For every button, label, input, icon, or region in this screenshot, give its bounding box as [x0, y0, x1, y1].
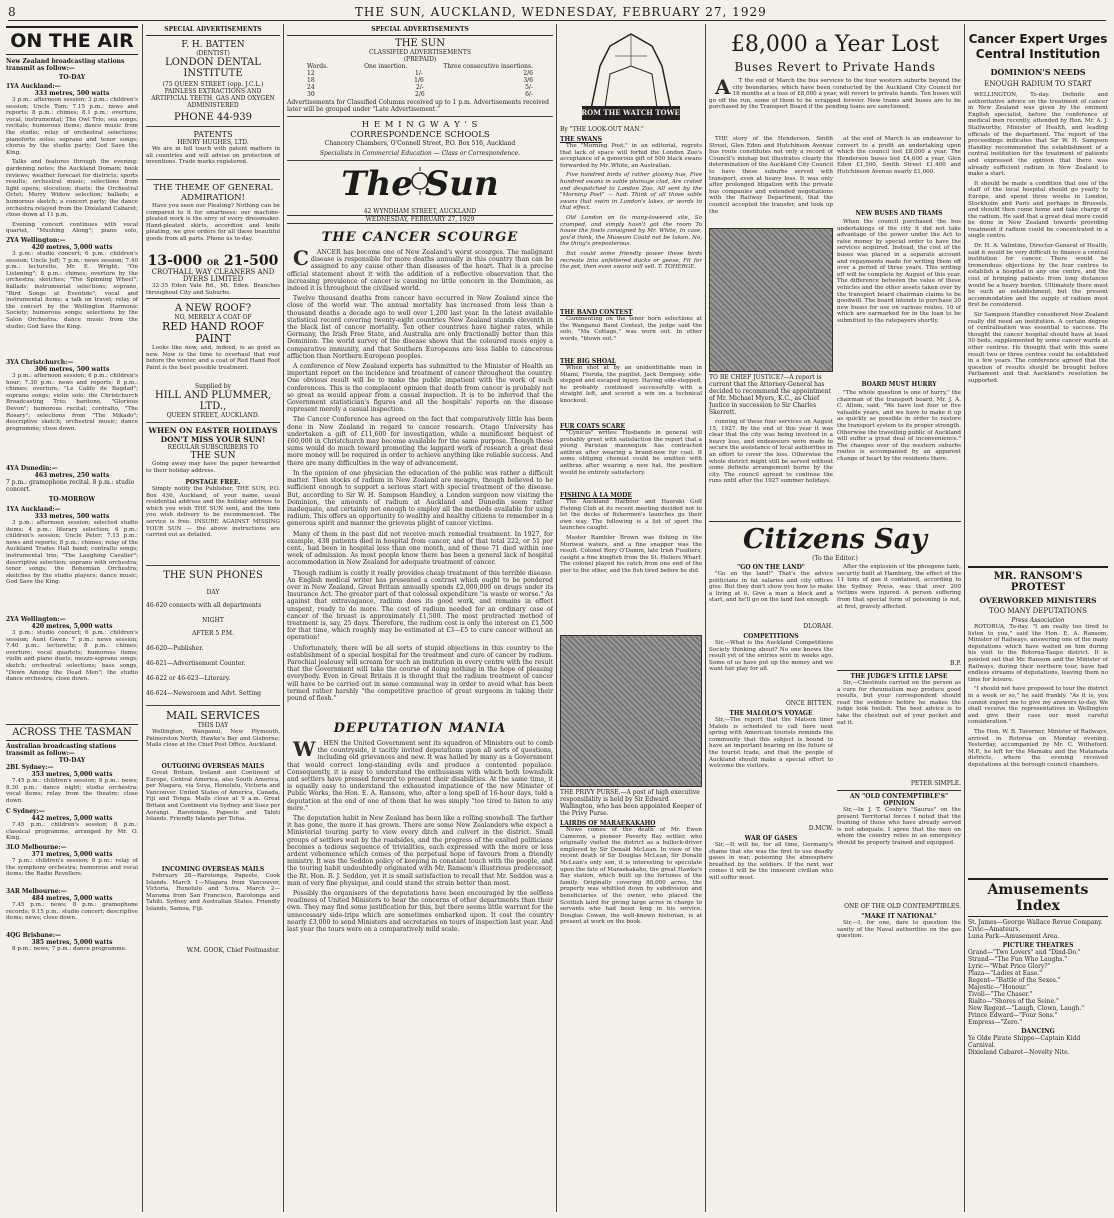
this-day-label: THIS DAY	[197, 722, 229, 729]
station-1ya: 1YA Auckland:—	[6, 83, 61, 90]
watch-tower-title: FROM THE WATCH TOWER	[576, 108, 686, 117]
editorial-text-deputation: W HEN the United Government sent its squadron of Ministers out to comb the countryside, it tacitly invited deputations upon all sorts of questions, including old grievances and new. It was hailed by many as a Government that would correct long-standing evils and produce a contented populace. Consequently, it is easy to understand the enthusiasm with which both townsfolk and settlers have pressed forward to present their disabilities. At the same time, it is equally easy to understand the exhausted impatience of the new Minister of Public Works, the Hon. E. A. Ransom, who, after a long spell of 16-hour days, told a deputation at the end of one of them that he was simply "too tired to listen to any more." The deputation habit in New Zealand has been like a rolling snowball. The farther it has gone, the more it has grown. There are some New Zealanders who expect a Ministerial touring party to view every ditch and culvert in the district. Small groups of settlers wait by the roadsides, and the progress of the exalted politicians becomes a tedious sequence of trivialities, each expressed with the more or less ardent vehemence which comes of the perpetual hope of favours from a friendly ministry. It was the Seddon policy of keeping in constant touch with the people, and the touring habit undoubtedly originated with Mr. Ransom's illustrious predecessor, the Rt. Hon. R. J. Seddon, yet it is small satisfaction to recall that Mr. Seddon was a man of very fine physique, and could stand the strain better than most. Possibly the organisers of the deputations have been encouraged by the selfless readiness of United Ministers to hear the concerns of other departments than their own. They may find some justification for this, but there seems little warrant for the unnecessary side-trips which are sometimes embarked upon. It cost the country nearly £3,000 to send Ministers and secretaries on tours of inspection last year. And last year the tours were on a comparatively mild scale.	[287, 740, 553, 934]
station-3lo-meta: 371 metres, 5,000 watts	[31, 851, 113, 858]
programme-text: 3 p.m.: studio concert; 6 p.m.: children's session; Uncle Jeff; 7 p.m.: news session; 7.40 p.m.: lecturette, Mr. E. Wright, "On Listening"; 8 p.m.: chimes; overture by the orchestra; sketches; "The Spinning Wheel"; ballads; instrumental selections; soprano, "Bird Songs at Eventide"; vocal and instrumental items; a talk on travel; relay of the concert by the Wellington Harmonic Society; humorous songs; selections by the Salon Orchestra; dance music from the studio; God Save the King.	[6, 251, 138, 330]
patents-name: HENRY HUGHES, LTD.	[177, 139, 249, 146]
list-item: Tivoli—"The Chaser."	[968, 991, 1033, 998]
letter-title-malolo: THE MALOLO'S VOYAGE	[729, 710, 813, 717]
station-4ya: 4YA Dunedin:—	[6, 465, 58, 472]
theme-text: Have you seen our Pleating? Nothing can be compared to it for smartness; our machine-pleated work is the envy of every dressmaker. Hand-pleated skirts, accordion and knife pleating, we give orders for all these beautiful goods from all parts. Phone us to-day.	[146, 203, 280, 242]
programme-text: 8 p.m.: news; 7 p.m.: dance programme.	[12, 946, 127, 952]
editorial-title-deputation: DEPUTATION MANIA	[333, 721, 507, 736]
list-item: Rialto—"Shores of the Seine."	[968, 998, 1059, 1005]
column-special-ads	[146, 26, 280, 1212]
roof-text: Looks like new, and, indeed, is as good as new. Now is the time to overhaul that roof before the winter, and a coat of Red Hand Roof Paint is the best possible treatment.	[146, 345, 280, 371]
rate-cell: 3/6	[523, 77, 533, 84]
roof-sub: NO, MERELY A COAT OF	[174, 314, 252, 321]
classified-title: THE SUN	[395, 38, 445, 49]
rate-cell: 18	[307, 77, 315, 84]
programme-text: 7.45 p.m.: children's session; 8 p.m.: classical programme, arranged by Mr. O. King.	[6, 822, 138, 842]
letter-sig-dlorah: DLORAH.	[803, 623, 833, 630]
ransom-sub2: TOO MANY DEPUTATIONS	[989, 607, 1087, 615]
letter-sig-once-bitten: ONCE BITTEN.	[785, 700, 833, 707]
picture-theatres-list	[968, 949, 1108, 1026]
item-fur-coats: FUR COATS SCARE	[560, 423, 626, 430]
station-3lo: 3LO Melbourne:—	[6, 844, 67, 851]
cancer-expert-text: WELLINGTON, To-day. Definite and authoritative advice on the treatment of cancer in New Zealand was given by the eminent English specialist, before the conference of medical men recently, attended by Hon. Mr. A. J. Stallworthy, Minister of Health, and leading officials of the department. The report of the proceedings indicates that Sir W. H. Sampson Handley recommended the establishment of a central institution for the treatment of patients and expressed the opinion that there was already sufficient radium in New Zealand to make a start. It should be made a condition that one of the staff of the local hospital should go yearly to Europe, and spend three weeks in London, Stockholm and Paris and perhaps in Brussels, and should then come home and take charge of the radium. He said that a great deal more could be done in New Zealand towards providing treatment if radium could be concentrated in a single centre. Dr. H. A. Valintine, Director-General of Health, said it would be very difficult to finance a central institution for cancer. There would be tremendous objections by the four centres to establish a hospital in any one centre, and the cost of bringing patients from long distances would be a heavy burden. Ultimately there must be such an establishment, but the present accommodation and the supply of radium must first be considered. Sir Sampson Handley considered New Zealand really did need an institution. A certain degree of centralisation was essential to success. He thought the cancer hospital should have at least 50 beds, supplemented by some cancer wards at other centres. He thought that with this same result two or three centres could be established in a few years. The conference agreed that the question of results should be brought before Parliament and that Auckland's resolution be supported.	[968, 92, 1108, 384]
hill-address: QUEEN STREET, AUCKLAND.	[166, 412, 260, 419]
sun-date: WEDNESDAY, FEBRUARY 27, 1929	[287, 215, 553, 224]
letter-title-go-on-land: "GO ON THE LAND"	[737, 564, 805, 571]
day-label: DAY	[206, 589, 220, 596]
patents-text: We are in full touch with patent matters in all countries and will advise on protection of inventions. Trade marks registered.	[146, 146, 280, 166]
hemingway-special: Specialists in Commercial Education — Class or Correspondence.	[319, 150, 521, 157]
day-line: 46-620 connects with all departments	[146, 602, 262, 609]
postage-free: POSTAGE FREE.	[185, 479, 241, 486]
chief-justice-caption: TO BE CHIEF JUSTICE?—A report is current that the Attorney-General has decided to recommend the appointment of Mr. Michael Myers, K.C., as Chief Justice in succession to Sir Charles Skerrett.	[709, 374, 831, 416]
column-cancer-expert	[968, 26, 1108, 1212]
hemingway-title: H E M I N G W A Y ' S	[361, 120, 479, 130]
column-rule	[142, 24, 143, 1212]
section-title-on-the-air: ON THE AIR	[6, 26, 138, 55]
list-item: Regent—"Battle of the Sexes."	[968, 977, 1061, 984]
crothall-address: 32-35 Eden Vale Rd., Mt. Eden. Branches throughout City and Suburbs.	[146, 283, 280, 296]
station-2ya-tomorrow-meta: 420 metres, 5,000 watts	[31, 623, 113, 630]
list-item: Ye Olde Pirate Shippe—Captain Kidd Carnival.	[968, 1035, 1081, 1049]
editorial-title-cancer: THE CANCER SCOURGE	[321, 230, 519, 245]
rate-row	[307, 77, 533, 84]
sun-emblem-icon	[405, 166, 435, 196]
letter-sig-peter-simple: PETER SIMPLE.	[910, 780, 961, 787]
station-2ya-meta: 420 metres, 5,000 watts	[31, 244, 113, 251]
letter-text: Sir,—It will be, for all time, Germany's shame that she was the first to use deadly gases in war, poisoning the atmosphere breathed by the soldiers. If the next war comes it will be the innocent civilian who will suffer most.	[709, 842, 833, 881]
station-1ya-tomorrow-meta: 333 metres, 500 watts	[34, 513, 110, 520]
today-label-2: TO-DAY	[58, 757, 86, 764]
ransom-text: ROTORUA, To-day. "I am really too tired to listen to you," said the Hon. E. A. Ransom, Minister of Railways, answering one of the many deputations which have waited on him during his visit to the Rotorua-Taupo district. It is pointed out that Mr. Ransom and the Minister of Railways, during their northern tour, have had endless streams of deputations, leaving them no time for leisure. "I should not have proposed to tour the district in a week or so," he said frankly. "As it is, you cannot expect me to give my answers to-day. We shall receive the representatives in Wellington and give their case our most careful consideration." The Hon. W. B. Taverner, Minister of Railways, arrived in Rotorua on Monday evening. Yesterday, accompanied by Mr. C. Witheford, M.P., he left for the Mamaku and the Matamata districts, where the evening received deputations at the borough council chambers.	[968, 624, 1108, 768]
section-title-across-the-tasman: ACROSS THE TASMAN	[6, 724, 138, 741]
the-sun-label: THE SUN	[190, 451, 236, 461]
bigshoal-text: When shot at by an unidentifiable man in Miami, Florida, the pugilist, Jack Dempsey, side-stepped and escaped injury. Having side-stepped, he probably continued successfully with a straight left, and scored a win on a technical knockout.	[560, 365, 702, 404]
station-3ya: 3YA Christchurch:—	[6, 359, 74, 366]
press-association: Press Association	[1011, 617, 1065, 624]
prepaid: (PREPAID)	[403, 56, 437, 63]
letter-sig-old-contemptibles: ONE OF THE OLD CONTEMPTIBLES.	[844, 903, 961, 910]
easter-heading: WHEN ON EASTER HOLIDAYS DON'T MISS YOUR SUN!	[148, 426, 278, 444]
night-line-3: 46-622 or 46-623—Literary.	[146, 675, 231, 682]
citizens-say-block	[709, 521, 961, 562]
rate-cell: 2/-	[415, 84, 424, 91]
special-ads-header-2: SPECIAL ADVERTISEMENTS	[287, 26, 553, 36]
batten-sub: (DENTIST)	[196, 50, 230, 57]
masthead-line: THE SUN, AUCKLAND, WEDNESDAY, FEBRUARY 27, 1929	[354, 5, 767, 19]
list-item: Lyric—"What Price Glory?"	[968, 963, 1051, 970]
letter-sig-dmcw: D.MCW.	[808, 825, 833, 832]
board-must-hurry: BOARD MUST HURRY	[861, 381, 937, 388]
list-item: Plaza—"Ladies at Ease."	[968, 970, 1043, 977]
rate-cell: 30	[307, 91, 315, 98]
board-text: "The whole question is one of hurry," the chairman of the transport board, Mr. J. A. C. Allum, said. "We have lost four or five valuable years, and we have to make it up as quickly as possible in order to restore the transport system to its proper strength. Otherwise the travelling public of Auckland will suffer a great deal of inconvenience." The changes over of the western suburbs routes is accompanied by an apparent change of heart by the residents there.	[837, 390, 961, 462]
rate-row	[307, 70, 533, 77]
patents-heading: PATENTS	[193, 130, 233, 139]
list-item: Prince Edward—"Four Sons."	[968, 1012, 1058, 1019]
column-buses-letters	[709, 26, 961, 1212]
portrait-photo	[560, 635, 702, 787]
letter-sig-bp: B.P.	[949, 660, 961, 667]
rate-cell: 2/6	[415, 91, 425, 98]
sun-address: 42 WYNDHAM STREET, AUCKLAND	[363, 208, 477, 215]
buses-text-c: running of these four services on August 15, 1927. By the end of this year it was clear that the city was being involved in a heavy loss, and endeavours were made to secure the assistance of local authorities in an effort to cover the loss. Otherwise the whole district might still be served without some definite arrangement borne by the city. The council agreed to continue the runs until after the 1927 summer holidays.	[709, 419, 833, 485]
column-watch-tower	[560, 26, 702, 1212]
rate-cell: 6/-	[525, 91, 533, 98]
amusements-index-title: Amusements Index	[968, 878, 1108, 917]
rate-cell: 2/6	[523, 70, 533, 77]
headline-8000: £8,000 a Year Lost	[730, 32, 940, 57]
batten-phone: PHONE 44-939	[173, 112, 253, 123]
mail-services-title: MAIL SERVICES	[165, 709, 261, 722]
classified-sub: CLASSIFIED ADVERTISEMENTS	[369, 49, 471, 56]
programme-text: 7 p.m.: children's session; 8 p.m.: relay of the symphony orchestra; humorous and vocal items; the Radio Revellers.	[6, 858, 138, 878]
hemingway-address: Chancery Chambers, O'Connell Street, P.O. Box 516, Auckland	[324, 140, 516, 147]
night-line-1: 46-620—Publisher.	[146, 645, 204, 652]
batten-address: (75 QUEEN STREET (opp. J.C.L.) PAINLESS EXTRACTIONS AND ARTIFICIAL TEETH. GAS AND OXYGEN ADMINISTERED	[151, 81, 275, 109]
item-fishing: FISHING À LA MODE	[560, 492, 632, 499]
letter-title-competitions: COMPETITIONS	[743, 633, 799, 640]
sub-enough-radium: ENOUGH RADIUM TO START	[984, 80, 1092, 88]
column-rule	[705, 24, 706, 1212]
batten-institute: LONDON DENTAL INSTITUTE	[165, 57, 261, 79]
station-2fc-meta: 442 metres, 5,000 watts	[31, 815, 113, 822]
supplied-by: Supplied by	[194, 383, 232, 390]
headline-cancer-expert: Cancer Expert Urges Central Institution	[968, 32, 1108, 61]
easter-sub: REGULAR SUBSCRIBERS TO	[167, 444, 259, 451]
incoming-mails: INCOMING OVERSEAS MAILS	[161, 866, 265, 873]
list-item: Civic—Amateurs.	[968, 926, 1021, 933]
night-label: NIGHT	[202, 617, 224, 624]
item-swans: THE SWANS	[560, 136, 602, 143]
station-3ar-meta: 484 metres, 5,000 watts	[31, 895, 113, 902]
swans-text: The "Morning Post," in an editorial, regrets that lack of space will forbid the London Zoo's acceptance of a generous gift of 500 black swans forwarded by Mr. White, an Australian. Five hundred birds of rather gloomy hue, Five hundred swans in sable plumage clad, Are crated and despatched to London Zoo, All sent by the "Morning Post" — had. Think of all those sable swans that swim in London's lakes, or words to that effect. Old London on its many-towered site, So cramped, and simply hasn't got the room To house the fowls consigned by Mr. White, In case, you'd think, the Museum Could not be taken. No, the thing's preposterous. But could some friendly power these birds recreate Into unfettered ducks or geese, Fit for the pot, then even swans will sell. T. TOHERGE.	[560, 143, 702, 271]
hemingway-sub: CORRESPONDENCE SCHOOLS	[350, 130, 490, 140]
band-text: Commenting on the tenor horn selections at the Wanganui Band Contest, the judge said the solo, "Ma Cottage," was worn out. In other words, "blown out."	[560, 316, 702, 342]
page-number: 8	[8, 5, 16, 19]
buses-text-b: at the end of March is an endeavour to convert to a profit an undertaking upon which the council lost £8,000 a year. The Henderson buses lost £4,600 a year, Glen Eden £1,500, Smith Street £1,400 and Hutchinson Avenue nearly £1,000.	[837, 136, 961, 175]
dancing-heading: DANCING	[1021, 1028, 1055, 1035]
outgoing-mails: OUTGOING OVERSEAS MAILS	[161, 763, 265, 770]
amusements-list	[968, 919, 1108, 940]
ransom-protest-title: MR. RANSOM'S PROTEST	[968, 566, 1108, 593]
sub-dominions-needs: DOMINION'S NEEDS	[990, 67, 1086, 77]
rate-cell: 12	[307, 70, 315, 77]
hill-plummer: HILL AND PLUMMER, LTD.,	[154, 390, 272, 412]
station-1ya-meta: 333 metres, 500 watts	[34, 90, 110, 97]
easter-text: Going away may have the paper forwarded to their holiday address.	[146, 461, 280, 474]
programme-text: 7.45 p.m.: children's session; 8 p.m.: news; 8.30 p.m.: dance night; studio orchestra; vocal items; relay from the theatre; close down.	[6, 778, 138, 804]
list-item: Grand—"Two Lovers" and "Dind-Do."	[968, 949, 1081, 956]
column-on-the-air	[6, 26, 138, 1212]
editorial-text-cancer: C ANCER has become one of New Zealand's worst scourges. The malignant disease is responsible for more deaths annually in this country than can be assigned to any cause other than diseases of the heart. That is a precise official statement about it with the addition of a reflective observation that the increasing prevalence of cancer is causing no little concern in the Dominion, as indeed it is throughout the civilised world. Twelve thousand deaths from cancer have occurred in New Zealand since the close of the world war. The annual mortality has increased from less than a thousand deaths a decade ago to well over 1,200 last year. In the latest available statistical record covering twenty-eight countries New Zealand stands eleventh in the black list of cancer mortality. Ten other countries have higher rates, while Germany, the Irish Free State, and Australia are only fractionally better than this Dominion. The world survey of the disease shows that the coloured races enjoy a comparative immunity, and that Southern Europeans are less liable to cancerous affliction than Northern European peoples. A conference of New Zealand experts has submitted to the Minister of Health an important report on the incidence and treatment of cancer throughout the country. One obvious result will be to make the public impatient with the work of such conferences. This is the complacent opinion that death from cancer is probably not so great as would appear from a casual inspection. It is to be inferred that the Government statistician's figures and all the hospitals' reports on the disease represent merely a casual inspection. The Cancer Conference has agreed on the fact that comparatively little has been done in New Zealand in regard to cancer research. Otago University has undertaken a gift of £11,600 for investigation, while a munificent bequest of £60,000 in Christchurch may become available for the same purpose. Though these sums would do much toward promoting the laggard work of research a great deal more money will be required in order to achieve anything like reliable success. And there are many difficulties in the way of advancement. In the opinion of one physician the education of the public was rather a difficult matter. Then stocks of radium in New Zealand are meagre, though believed to be sufficient enough to support a serious start with special treatment of the disease. But, according to Sir W. H. Sampson Handley, a London surgeon now visiting the Dominion, the amounts of radium at Auckland and Dunedin seem rather inadequate, and certainly not enough to employ all the methods available for using radium. This offers an opportunity to wealthy and healthy citizens to remember in a generous spirit and manner the grievous plight of cancer victims. Many of them in the past did not receive much remedial treatment. In 1927, for example, 438 patients died in hospital from cancer, and of that total 222, or 51 per cent., had been in hospital less than one month, and of these 71 died within one week of admission. As most people know there has been a general lack of hospital accommodation in New Zealand for adequate treatment of cancer. Though radium is costly it really provides cheap treatment of this terrible disease. An English medical writer has presented a contrast which ought to be pondered over in New Zealand. Great Britain annually spends £2,000,000 on drugs under its Insurance Act. The greater part of that colossal expenditure "is waste or worse." As against that extravagance, radium does its good work, and remains in effect unspent, ready to do more. The cost of radium needed for an ordinary case of cancer of the breast is approximately £1,500. The most protracted method of treatment is, say, 25 days. Therefore, the radium cost is only the interest on £1,500 for that time, which roughly may be estimated at £3—£5 to cure cancer without an operation! Unfortunately, there will be all sorts of stupid objections in this country to the establishment of a special hospital for the treatment and cure of cancer by radium. Parochial jealousy will scream for such an institution in every centre with the result that the Government will take the course of doing nothing in the hope of pleasing everybody. Even in Great Britain it is thought that the radium treatment of cancer will have to be carried out in some communal way in order to avoid what has been termed rather harshly "the competitive practice of great surgeons in taking their pound of flesh."	[287, 249, 553, 702]
roof-question: A NEW ROOF?	[174, 303, 252, 314]
station-3ar: 3AR Melbourne:—	[6, 888, 67, 895]
chief-justice-photo	[709, 228, 833, 372]
station-4qg: 4QG Brisbane:—	[6, 932, 61, 939]
page-header	[8, 4, 1106, 21]
station-2ya: 2YA Wellington:—	[6, 237, 66, 244]
list-item: New Regent—"Laugh, Clown, Laugh."	[968, 1005, 1085, 1012]
incoming-text: February 28—Rarotonga, Papeete, Cook Islands. March 1—Niagara from Vancouver, Victoria, Honolulu and Suva. March 2—Marama from San Francisco, Rarotonga and Tahiti. Sydney and Australian States. Friendly Islands, Samoa, Fiji.	[146, 873, 280, 912]
today-label: TO-DAY	[58, 74, 86, 81]
fishing-text: The Auckland Harbour and Hauraki Gulf Fishing Club at its recent meeting decided not to let the decks of fishermen's launches go their own way. The following is a list of sport the launches caught. Master Rambler Brown was fishing in the Muriwai waters, and a fine snapper was the result. Colonel Rory O'Damm, late Irish Fusiliers, caught a fine kingfish from the St. Heliers Wharf. The colonel played his catch from one end of the pier to the other, and the fish tired before he did.	[560, 499, 702, 574]
rate-row	[307, 91, 533, 98]
letter-text: After the explosion of the phosgene tank, security built at Hamburg, the effect of the 11 tons of gas it contained, according to the Sydney Press, was that over 200 victims were injured. A person suffering from that special form of poisoning is not, at first, gravely affected.	[837, 564, 961, 610]
station-1ya-tomorrow: 1YA Auckland:—	[6, 506, 61, 513]
letter-title-make-it-national: "MAKE IT NATIONAL"	[861, 913, 937, 920]
new-buses-heading: NEW BUSES AND TRAMS	[855, 210, 943, 217]
rate-cell: 24	[307, 84, 315, 91]
rates-header: Words. One insertion. Three consecutive insertions.	[307, 63, 533, 70]
station-4ya-meta: 463 metres, 250 watts	[34, 472, 110, 479]
batten-name: F. H. BATTEN	[181, 40, 245, 50]
list-item: Luna Park—Amusement Area.	[968, 933, 1060, 940]
list-item: Strand—"The Fun Who Laughs."	[968, 956, 1067, 963]
buses-text-a: THE story of the Henderson, Smith Street, Glen Eden and Hutchinson Avenue bus route constitutes not only a record of Council's mishap but illustrates clearly the determination of the Auckland City Council to have these suburbs served with transport, even at heavy loss. It was only after prolonged litigation with the private bus companies and extended negotiations with the Railway Department, that the council accepted the transfer, and took up the	[709, 136, 833, 215]
column-editorial	[287, 26, 553, 1212]
privy-purse-caption: THE PRIVY PURSE.—A post of high executive responsibility is held by Sir Edward Wallington, who has been appointed Keeper of the Privy Purse.	[560, 789, 702, 817]
station-4qg-meta: 385 metres, 5,000 watts	[31, 939, 113, 946]
letter-text: Sir,—The report that the Matson liner Malolo is scheduled to call here next spring with American tourists reminds the community that this subject is bound to have an important bearing on the future of the tourist trade, and that the people of Auckland should make a special effort to welcome the visitors.	[709, 717, 833, 770]
to-the-editor: (To the Editor.)	[812, 555, 858, 562]
sun-masthead: The Sun	[341, 164, 499, 204]
item-lairds: LAIRDS OF MARAEKAKAHO	[560, 820, 656, 827]
lairds-text: News comes of the death of Mr. Ewen Cameron, a pioneer Poverty Bay settler, who originally visited the district as a bullock-driver employed by Sir Donald McLean. In view of the recent death of Sir Douglas McLean, Sir Donald McLean's only son, it is interesting to speculate upon the fate of Maraekakaho, the great Hawke's Bay station, which built up the fortunes of the family. Originally covering 80,000 acres, the property was whittled down by subdivision and beneficiaries of the owner, who placed the Scottish laird for giving large acres in charge to servants who had been long in his service. Douglas Cowan, the well-known historian, is at present at work on the book.	[560, 827, 702, 926]
theme-heading: THE THEME OF GENERAL ADMIRATION!	[153, 183, 273, 203]
rate-cell: 1/6	[414, 77, 424, 84]
special-ads-header: SPECIAL ADVERTISEMENTS	[146, 26, 280, 36]
sun-phones-title: THE SUN PHONES	[163, 570, 263, 581]
phone-numbers: 13-000 OR 21-500	[147, 253, 279, 269]
column-rule	[283, 24, 284, 1212]
sun-masthead-block	[287, 164, 553, 208]
roof-paint: RED HAND ROOF PAINT	[161, 320, 265, 345]
ransom-sub1: OVERWORKED MINISTERS	[979, 596, 1097, 605]
chief-postmaster: W.M. GOOK, Chief Postmaster.	[186, 947, 280, 954]
programme-text: 3 p.m.: afternoon session; selected studio items; 4 p.m.: literary selection; 6 p.m.: children's session; Uncle Peter; 7.15 p.m.: news and reports; 8 p.m.: chimes; relay of the Auckland Trades Hall band; contralto songs; instrumental trio; "The Laughing Cavalier"; descriptive selection; soprano with orchestra; tenor songs; the Bohemian Orchestra; sketches by the studio players; dance music; God Save the King.	[6, 520, 138, 586]
outgoing-text: Great Britain, Ireland and Continent of Europe, Central America, also South America, per Niagara, via Suva, Honolulu, Victoria and Vancouver. United States of America, Canada, Fiji and Tonga. Mails close at 9 a.m. Great Britain and Continent via Sydney and Suez per Aorangi. Rarotonga, Papeete and Tahiti Islands. Friendly Islands per Tofua.	[146, 770, 280, 823]
new-buses-text: When the council purchased the bus undertakings of the city it did not take advantage of the power under the Act to raise money by special order to have the services acquired. Instead, the cost of the buses was placed in a separate account and repayments made for writing them off over a period of three years. This writing off will be complete by August of this year. The difference between the value of these vehicles and the other assets taken over by the transport board chairman claims to be goodwill. The board intends to purchase 20 new buses for use on various routes, 10 of which are earmarked for in the loan to be submitted to the ratepayers shortly.	[837, 219, 961, 324]
tomorrow-label: TO-MORROW	[48, 496, 96, 503]
rates-table	[287, 70, 553, 98]
fur-text: "Cynicus" writes: Husbands in general will probably greet with satisfaction the report that a young Parisian mannequin has contracted anthrax after wearing a brand-new fur coat. If some obliging chemist could be smitten with anthrax after wearing a new hat, the position would be entirely satisfactory.	[560, 430, 702, 476]
station-3ya-meta: 306 metres, 500 watts	[34, 366, 110, 373]
programme-text: 3 p.m.: afternoon session; 6 p.m.: children's hour; 7.30 p.m.: news and reports; 8 p.m.: chimes; overture, "Le Calife de Bagdad"; soprano songs; violin solo; the Christchurch Broadcasting Trio; baritone, "Glorious Devon"; humorous recital; contralto, "The Rosary"; selections from "The Mikado"; descriptive sketch; orchestral music; dance programme; close down.	[6, 373, 138, 432]
easter-instructions: Simply notify the Publisher, THE SUN, P.O. Box 436, Auckland, of your name, usual residential address and the holiday address to which you wish THE SUN sent, and the time you wish delivery to be recommenced. The service is free. INSURE AGAINST MISSING YOUR SUN — the above instructions are carried out as detailed.	[146, 486, 280, 539]
list-item: Dixieland Cabaret—Novelty Nite.	[968, 1049, 1070, 1056]
watch-tower-byline: By "THE LOOK-OUT MAN."	[560, 126, 644, 133]
buses-lead: A T the end of March the bus services to the four western suburbs beyond the city boundaries, which have been conducted by the Auckland City Council for 18 months at a loss of £8,000 a year, will revert to private hands. Ten buses will go off the run, some of them to be scrapped forever. New trams and buses are to be purchased by the Transport Board if the pending loans are sanctioned.	[709, 78, 961, 111]
rate-cell: 5/-	[525, 84, 533, 91]
column-rule	[964, 24, 965, 1212]
letter-title-judge: THE JUDGE'S LITTLE LAPSE	[837, 670, 961, 680]
programme-text: 3 p.m.: studio concert; 6 p.m.: children's session; Aunt Gwen; 7 p.m.: news session; 7.40 p.m.: lecturette; 8 p.m.: chimes; overture; vocal quartets; humorous items; violin and piano duets; mezzo-soprano songs; sketch; orchestral selections; bass songs, "Down Among the Dead Men"; the studio dance orchestra; close down.	[6, 630, 138, 683]
letters-columns	[709, 564, 961, 950]
rate-cell: 1/-	[415, 70, 423, 77]
after-label: AFTER 5 P.M.	[192, 630, 234, 637]
watch-tower-banner	[560, 26, 702, 124]
station-4ya-line: 7 p.m.: gramophone recital. 8 p.m.: studio concert.	[6, 479, 135, 493]
letter-text: Sir,—Chestnuts carried on the person as a cure for rheumatism may produce good results, but your correspondent should read the evidence before he makes the judge look foolish. The best advice is to take the chestnut out of your pocket and eat it.	[837, 680, 961, 726]
buses-columns	[709, 136, 961, 518]
letter-title-war-of-gases: WAR OF GASES	[744, 835, 798, 842]
station-2bl: 2BL Sydney:—	[6, 764, 54, 771]
list-item: Empress—"Zero."	[968, 1019, 1023, 1026]
letter-text: Sir,—What is the Auckland Competitions Society thinking about? No one knows the result yet of the entries sent in weeks ago. Some of us have put up the money and we want fair play for all.	[709, 640, 833, 673]
subhead-buses: Buses Revert to Private Hands	[734, 60, 936, 74]
citizens-say-title: Citizens Say	[743, 524, 927, 555]
letter-text: "Go on the land!" That's the advice politicians in fat salaries and city offices give. But they don't show you how to make a living at it. Give a man a block and a start, and he'll go on the land fast enough.	[709, 571, 833, 604]
mail-text: Wellington, Wanganui, New Plymouth, Palmerston North, Hawke's Bay and Gisborne; Mails close at the Chief Post Office, Auckland.	[146, 729, 280, 749]
intro-text: New Zealand broadcasting stations transmit as follow:—	[6, 58, 125, 72]
night-line-4: 46-624—Newsroom and Advt. Setting	[146, 690, 261, 697]
dancing-list	[968, 1035, 1108, 1056]
station-2ya-tomorrow: 2YA Wellington:—	[6, 616, 66, 623]
item-band-contest: THE BAND CONTEST	[560, 309, 633, 316]
programme-text: 3 p.m.: afternoon session; 3 p.m.: children's session; Uncle Tom; 7.15 p.m.: news and reports; 8 p.m.: chimes; 8.1 p.m.: overture, vocal, instrumental; The Owl Trio; sea songs; recitals; humorous items; dance music from the studio; relay of orchestral selections; pianoforte solos; soprano and tenor songs; chorus by the studio party; God Save the King. Talks and features through the evening: gardening notes; the Auckland Domain; book reviews; weather forecast for districts; sports results; orchestral music; selections from light opera; elocution; duets; the Orchestral Octet; Merry Widow selection; ballads; a humorous sketch; a concert party; the dance orchestra relayed from the Dixieland Cabaret; close down at 11 p.m. Evening concert continues with vocal quartet, "Mushing Along"; piano solo,	[6, 97, 138, 235]
rate-row	[307, 84, 533, 91]
letter-text: Sir,—I, for one, dare to question the sanity of the Naval authorities on the gas question.	[837, 920, 961, 940]
station-2bl-meta: 353 metres, 5,000 watts	[31, 771, 113, 778]
column-rule	[556, 24, 557, 1212]
letter-title-old-contemptible: AN "OLD CONTEMPTIBLE'S" OPINION	[837, 790, 961, 807]
night-line-2: 46-621—Advertisement Counter.	[146, 660, 246, 667]
picture-theatres-heading: PICTURE THEATRES	[1002, 942, 1074, 949]
crothall-name: CROTHALL WAY CLEANERS AND DYERS LIMITED	[151, 268, 275, 283]
item-big-shoal: THE BIG SHOAL	[560, 358, 616, 365]
station-2fc: C Sydney:—	[6, 808, 45, 815]
list-item: Majestic—"Honour."	[968, 984, 1030, 991]
letter-text: Sir,—In J. T. Cosby's "Saurus" on the present Territorial forces I noted that the training of those who have already served is not adequate. I agree that the men on whom the country relies in an emergency should be properly trained and equipped.	[837, 807, 961, 846]
across-intro: Australian broadcasting stations transmit as follow:—	[6, 743, 117, 757]
classified-note: Advertisements for Classified Columns received up to 1 p.m. Advertisements received later will be grouped under "Late Advertisement."	[287, 99, 549, 113]
programme-text: 7.45 p.m.: news; 8 p.m.: gramophone records; 9.15 p.m.: studio concert; descriptive items; news; close down.	[6, 902, 138, 922]
list-item: St. James—George Wallace Revue Company.	[968, 919, 1103, 926]
